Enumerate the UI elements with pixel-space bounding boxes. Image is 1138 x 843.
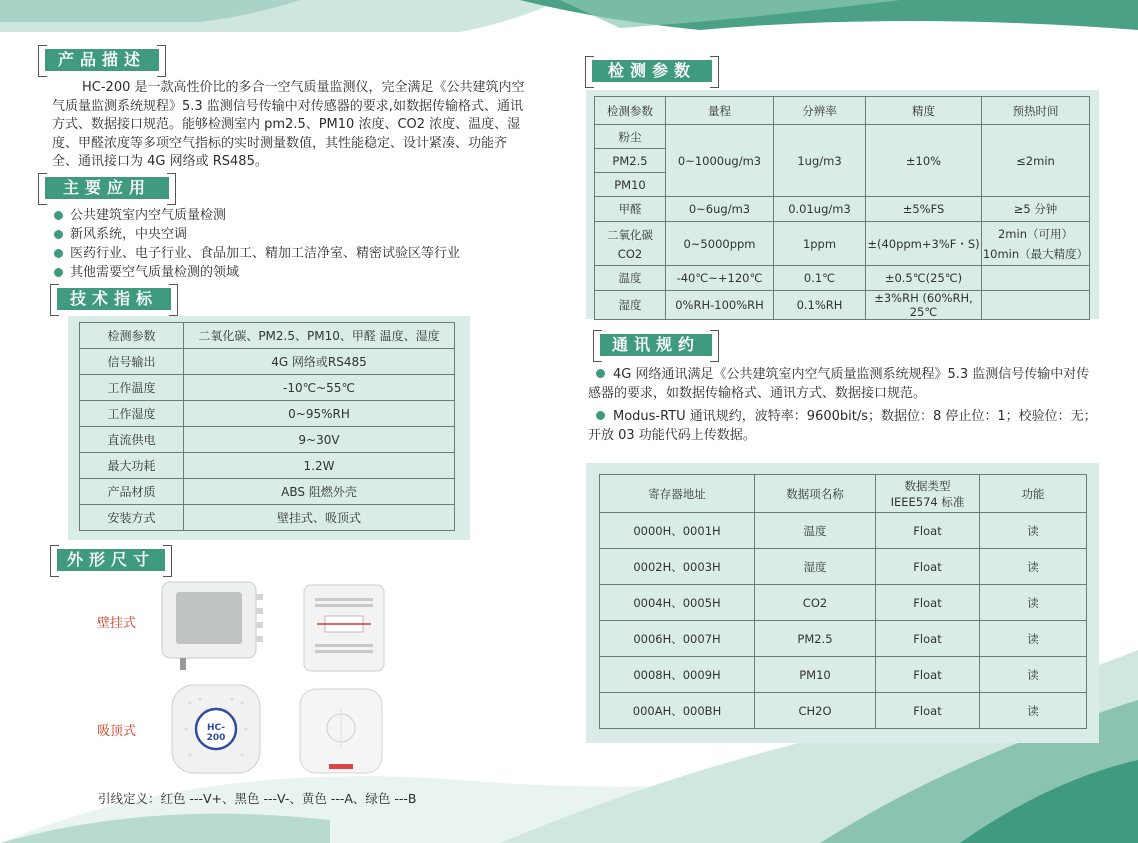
bullet-icon: [54, 211, 63, 220]
bullet-icon: [596, 411, 605, 420]
bullet-icon: [54, 230, 63, 239]
section-header-description: 产品描述: [38, 45, 166, 73]
table-row: 二氧化碳 CO2 0~5000ppm 1ppm ±(40ppm+3%F・S) 2min（可用） 10min（最大精度）: [595, 222, 1090, 266]
table-row: 0004H、0005H CO2 Float 读: [600, 585, 1087, 621]
table-row: 工作温度 -10℃~55℃: [80, 375, 455, 401]
bullet-icon: [596, 369, 605, 378]
section-header-communication: 通讯规约: [593, 330, 719, 358]
communication-text-1: 4G 网络通讯满足《公共建筑室内空气质量监测系统规程》5.3 监测信号传输中对传感器的要求，如数据传输格式、通讯方式、数据接口规范。: [588, 367, 1090, 401]
wire-definition-note: 引线定义：红色 ---V+、黑色 ---V-、黄色 ---A、绿色 ---B: [98, 791, 417, 806]
section-header-applications: 主要应用: [38, 173, 176, 201]
section-header-parameters: 检测参数: [585, 56, 719, 84]
registers-table: [599, 474, 1087, 729]
wall-device-back-image: [303, 584, 385, 672]
table-row: 工作湿度 0~95%RH: [80, 401, 455, 427]
table-header-row: 检测参数 量程 分辨率 精度 预热时间: [595, 97, 1090, 125]
communication-text-2: Modus-RTU 通讯规约，波特率：9600bit/s；数据位：8 停止位：1；校验位：无；开放 03 功能代码上传数据。: [588, 409, 1097, 443]
wall-mount-label: 壁挂式: [97, 616, 137, 631]
section-header-specs: 技术指标: [50, 284, 178, 312]
table-row: PM10: [595, 173, 1090, 197]
list-item: 其他需要空气质量检测的领域: [52, 263, 532, 282]
device-brand-label: HC-200: [206, 723, 226, 743]
specs-table: [79, 322, 455, 531]
section-header-dimensions: 外形尺寸: [50, 545, 172, 573]
table-row: 0008H、0009H PM10 Float 读: [600, 657, 1087, 693]
product-description: HC-200 是一款高性价比的多合一空气质量监测仪，完全满足《公共建筑内空气质量监测系统规程》5.3 监测信号传输中对传感器的要求,如数据传输格式、通讯方式、数据接口规范。能够检测室内 pm2.5、PM10 浓度、CO2 浓度、温度、湿度、甲醛浓度等多项空气指标的实时测量数值，其性能稳定、设计紧凑、功能齐全、通讯接口为 4G 网络或 RS485。: [52, 80, 525, 169]
table-row: 温度 -40℃~+120℃ 0.1℃ ±0.5℃(25℃): [595, 266, 1090, 291]
table-row: 0000H、0001H 温度 Float 读: [600, 513, 1087, 549]
table-row: 0002H、0003H 湿度 Float 读: [600, 549, 1087, 585]
table-row: PM2.5: [595, 149, 1090, 173]
table-row: 0006H、0007H PM2.5 Float 读: [600, 621, 1087, 657]
list-item: 公共建筑室内空气质量检测: [52, 206, 532, 225]
bullet-icon: [54, 268, 63, 277]
list-item: 医药行业、电子行业、食品加工、精加工洁净室、精密试验区等行业: [52, 244, 532, 263]
table-row: 信号输出 4G 网络或RS485: [80, 349, 455, 375]
applications-list: [52, 206, 532, 282]
table-row: 湿度 0%RH-100%RH 0.1%RH ±3%RH (60%RH, 25℃: [595, 291, 1090, 320]
table-row: 000AH、000BH CH2O Float 读: [600, 693, 1087, 729]
wall-device-front-image: [160, 580, 265, 670]
table-row: 直流供电 9~30V: [80, 427, 455, 453]
bullet-icon: [54, 249, 63, 258]
parameters-table: [594, 96, 1090, 320]
ceiling-device-back-image: [299, 688, 383, 774]
table-row: 安装方式 壁挂式、吸顶式: [80, 505, 455, 531]
table-row: 最大功耗 1.2W: [80, 453, 455, 479]
ceiling-mount-label: 吸顶式: [97, 724, 137, 739]
table-row: 甲醛 0~6ug/m3 0.01ug/m3 ±5%FS ≥5 分钟: [595, 197, 1090, 222]
table-row: 检测参数 二氧化碳、PM2.5、PM10、甲醛 温度、湿度: [80, 323, 455, 349]
list-item: 新风系统，中央空调: [52, 225, 532, 244]
table-header-row: 寄存器地址 数据项名称 数据类型 IEEE574 标准 功能: [600, 475, 1087, 513]
table-row: 产品材质 ABS 阻燃外壳: [80, 479, 455, 505]
table-row: 粉尘 0~1000ug/m3 1ug/m3 ±10% ≤2min: [595, 125, 1090, 149]
